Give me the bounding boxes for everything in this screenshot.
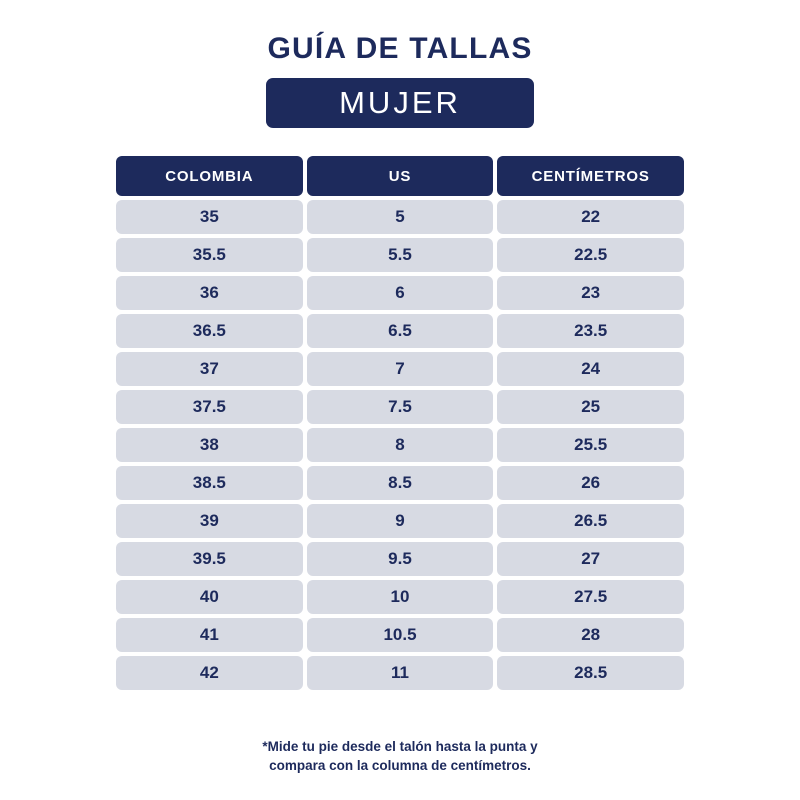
cell-colombia: 36.5	[116, 314, 303, 348]
cell-colombia: 37.5	[116, 390, 303, 424]
footnote	[0, 737, 800, 776]
cell-centimetros: 24	[497, 352, 684, 386]
cell-us: 5	[307, 200, 494, 234]
table-row	[116, 276, 684, 310]
cell-us: 10	[307, 580, 494, 614]
cell-us: 9	[307, 504, 494, 538]
table-row	[116, 428, 684, 462]
cell-colombia: 40	[116, 580, 303, 614]
column-header-us: US	[307, 156, 494, 196]
gender-banner-label: MUJER	[339, 85, 461, 120]
cell-centimetros: 27	[497, 542, 684, 576]
table-row	[116, 390, 684, 424]
table-row	[116, 542, 684, 576]
column-header-colombia: COLOMBIA	[116, 156, 303, 196]
table-header-row	[116, 156, 684, 196]
cell-centimetros: 28	[497, 618, 684, 652]
gender-banner	[266, 78, 534, 128]
table-row	[116, 580, 684, 614]
table-row	[116, 200, 684, 234]
size-table-body	[116, 200, 684, 690]
size-table	[112, 152, 688, 694]
cell-centimetros: 25	[497, 390, 684, 424]
cell-colombia: 39.5	[116, 542, 303, 576]
cell-us: 9.5	[307, 542, 494, 576]
cell-centimetros: 25.5	[497, 428, 684, 462]
size-table-head	[116, 156, 684, 196]
footnote-line-2: compara con la columna de centímetros.	[269, 758, 531, 774]
cell-colombia: 38.5	[116, 466, 303, 500]
cell-colombia: 38	[116, 428, 303, 462]
table-row	[116, 314, 684, 348]
cell-centimetros: 26	[497, 466, 684, 500]
page-title: GUÍA DE TALLAS	[267, 32, 533, 65]
cell-centimetros: 27.5	[497, 580, 684, 614]
cell-colombia: 35	[116, 200, 303, 234]
cell-centimetros: 22	[497, 200, 684, 234]
cell-colombia: 37	[116, 352, 303, 386]
table-row	[116, 466, 684, 500]
column-header-centimetros: CENTÍMETROS	[497, 156, 684, 196]
cell-centimetros: 26.5	[497, 504, 684, 538]
footnote-line-1: *Mide tu pie desde el talón hasta la punta y	[262, 738, 538, 754]
cell-centimetros: 23	[497, 276, 684, 310]
table-row	[116, 656, 684, 690]
cell-colombia: 36	[116, 276, 303, 310]
cell-us: 11	[307, 656, 494, 690]
cell-us: 7.5	[307, 390, 494, 424]
table-row	[116, 238, 684, 272]
cell-centimetros: 23.5	[497, 314, 684, 348]
cell-centimetros: 28.5	[497, 656, 684, 690]
cell-us: 8	[307, 428, 494, 462]
cell-us: 7	[307, 352, 494, 386]
cell-colombia: 42	[116, 656, 303, 690]
cell-us: 10.5	[307, 618, 494, 652]
table-row	[116, 352, 684, 386]
cell-colombia: 39	[116, 504, 303, 538]
cell-us: 8.5	[307, 466, 494, 500]
cell-us: 6	[307, 276, 494, 310]
cell-us: 6.5	[307, 314, 494, 348]
cell-colombia: 35.5	[116, 238, 303, 272]
table-row	[116, 618, 684, 652]
cell-centimetros: 22.5	[497, 238, 684, 272]
cell-colombia: 41	[116, 618, 303, 652]
table-row	[116, 504, 684, 538]
cell-us: 5.5	[307, 238, 494, 272]
